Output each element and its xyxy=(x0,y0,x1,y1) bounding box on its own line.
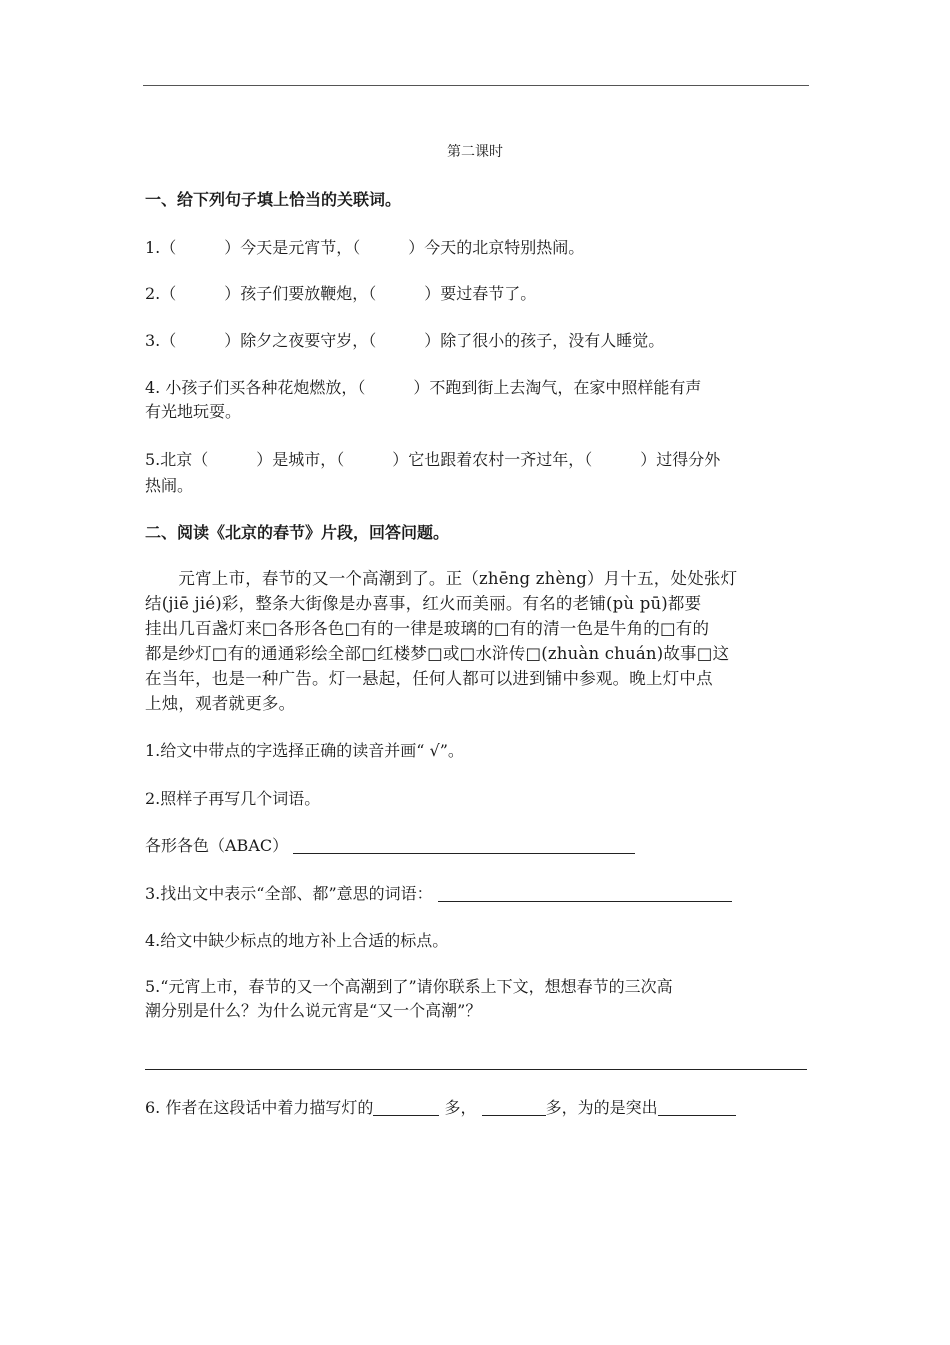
answer-blank[interactable] xyxy=(658,1097,736,1116)
answer-blank[interactable] xyxy=(438,883,732,902)
section1-item: 2.（ ）孩子们要放鞭炮，（ ）要过春节了。 xyxy=(145,284,537,303)
question-2: 2.照样子再写几个词语。 xyxy=(145,789,321,808)
passage-line: 挂出几百盏灯来□各形各色□有的一律是玻璃的□有的清一色是牛角的□有的 xyxy=(145,619,710,638)
section1-item: 热闹。 xyxy=(145,476,194,495)
answer-line[interactable] xyxy=(145,1069,807,1070)
section1-item: 5.北京（ ）是城市，（ ）它也跟着农村一齐过年，（ ）过得分外 xyxy=(145,450,721,469)
question-5-line: 5.“元宵上市，春节的又一个高潮到了”请你联系上下文，想想春节的三次高 xyxy=(145,977,673,996)
example-label: 各形各色（ABAC） xyxy=(145,836,289,855)
section1-item: 有光地玩耍。 xyxy=(145,402,242,421)
answer-blank[interactable] xyxy=(373,1097,439,1116)
section1-item: 3.（ ）除夕之夜要守岁，（ ）除了很小的孩子，没有人睡觉。 xyxy=(145,331,665,350)
question-4: 4.给文中缺少标点的地方补上合适的标点。 xyxy=(145,931,449,950)
section2-heading: 二、阅读《北京的春节》片段，回答问题。 xyxy=(145,523,450,542)
question-1: 1.给文中带点的字选择正确的读音并画“ √”。 xyxy=(145,741,464,760)
header-rule xyxy=(143,85,809,86)
question-3-text: 3.找出文中表示“全部、都”意思的词语： xyxy=(145,884,433,903)
answer-blank[interactable] xyxy=(482,1097,546,1116)
question-6-text: 多，为的是突出 xyxy=(545,1098,658,1117)
question-6-text: 6. 作者在这段话中着力描写灯的 xyxy=(145,1098,374,1117)
passage-line: 元宵上市，春节的又一个高潮到了。正（zhēng zhèng）月十五，处处张灯 xyxy=(145,569,738,588)
question-6-text: 多， xyxy=(444,1098,477,1117)
question-6 xyxy=(145,1096,736,1120)
question-5-line: 潮分别是什么？为什么说元宵是“又一个高潮”？ xyxy=(145,1001,482,1020)
passage-line: 都是纱灯□有的通通彩绘全部□红楼梦□或□水浒传□(zhuàn chuán)故事□这 xyxy=(145,644,730,663)
passage-line: 结(jiē jié)彩，整条大街像是办喜事，红火而美丽。有名的老铺(pù pū)都要 xyxy=(145,594,702,613)
passage-line: 上烛，观者就更多。 xyxy=(145,694,296,713)
section1-item: 1.（ ）今天是元宵节，（ ）今天的北京特别热闹。 xyxy=(145,238,585,257)
passage-line: 在当年，也是一种广告。灯一悬起，任何人都可以进到铺中参观。晚上灯中点 xyxy=(145,669,713,688)
question-3 xyxy=(145,882,732,906)
section1-heading: 一、给下列句子填上恰当的关联词。 xyxy=(145,190,402,209)
section1-item: 4. 小孩子们买各种花炮燃放，（ ）不跑到街上去淘气，在家中照样能有声 xyxy=(145,378,702,397)
answer-blank[interactable] xyxy=(293,835,635,854)
page-title: 第二课时 xyxy=(447,144,503,160)
question-2-example xyxy=(145,834,635,858)
